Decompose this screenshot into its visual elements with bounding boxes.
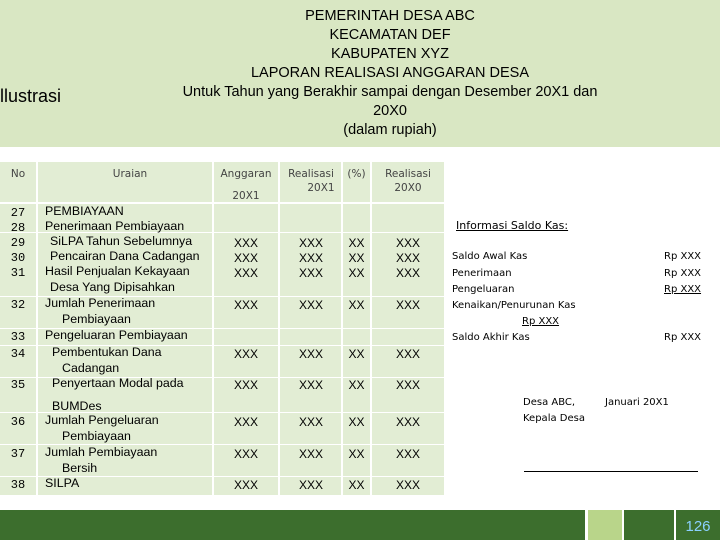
cell-realisasi-prev: XXX xyxy=(395,478,420,492)
header-no: No xyxy=(10,168,26,180)
cell-realisasi: XXX xyxy=(298,298,323,312)
row-uraian: Jumlah Pengeluaran xyxy=(45,413,159,427)
cell-percent: XX xyxy=(348,266,365,280)
signature-role: Kepala Desa xyxy=(523,413,585,424)
cell-anggaran: XXX xyxy=(233,251,258,265)
signature-line xyxy=(524,471,698,472)
row-uraian: PEMBIAYAAN xyxy=(45,204,124,218)
row-number: 38 xyxy=(10,478,26,492)
cell-realisasi: XXX xyxy=(298,447,323,461)
row-uraian-cont: Pembiayaan xyxy=(62,429,131,443)
header-anggaran: Anggaran xyxy=(220,168,272,180)
cell-realisasi-prev: XXX xyxy=(395,298,420,312)
title-line: Untuk Tahun yang Berakhir sampai dengan Desember 20X1 dan xyxy=(182,84,598,100)
cell-percent: XX xyxy=(348,415,365,429)
signature-date: Januari 20X1 xyxy=(605,397,669,408)
report-title xyxy=(140,7,640,140)
title-line: (dalam rupiah) xyxy=(343,122,437,138)
cell-anggaran: XXX xyxy=(233,378,258,392)
kenaikan-label: Kenaikan/Penurunan Kas xyxy=(452,300,576,311)
title-line: 20X0 xyxy=(373,103,407,119)
row-uraian: Pencairan Dana Cadangan xyxy=(50,249,200,263)
cell-percent: XX xyxy=(348,447,365,461)
kenaikan-value: Rp XXX xyxy=(522,316,560,327)
footer-accent xyxy=(624,510,674,540)
title-line: KABUPATEN XYZ xyxy=(331,46,449,62)
row-uraian-cont: Cadangan xyxy=(62,361,120,375)
row-number: 36 xyxy=(10,415,26,429)
cell-anggaran: XXX xyxy=(233,478,258,492)
cell-realisasi: XXX xyxy=(298,378,323,392)
cell-realisasi: XXX xyxy=(298,347,323,361)
cell-percent: XX xyxy=(348,347,365,361)
cell-realisasi: XXX xyxy=(298,415,323,429)
illustration-label: llustrasi xyxy=(0,86,62,106)
cell-anggaran: XXX xyxy=(233,266,258,280)
row-number: 28 xyxy=(10,221,26,235)
cell-anggaran: XXX xyxy=(233,298,258,312)
title-line: PEMERINTAH DESA ABC xyxy=(305,8,475,24)
row-uraian: Hasil Penjualan Kekayaan xyxy=(45,264,190,278)
header-realisasi-prev: Realisasi xyxy=(385,168,431,180)
cell-realisasi-prev: XXX xyxy=(395,347,420,361)
pengeluaran-label: Pengeluaran xyxy=(452,284,515,295)
row-uraian-cont: BUMDes xyxy=(52,399,102,413)
cell-realisasi-prev: XXX xyxy=(395,251,420,265)
cell-realisasi-prev: XXX xyxy=(395,266,420,280)
row-number: 30 xyxy=(10,251,26,265)
cell-anggaran: XXX xyxy=(233,347,258,361)
row-number: 31 xyxy=(10,266,26,280)
header-uraian: Uraian xyxy=(112,168,148,180)
cell-realisasi: XXX xyxy=(298,266,323,280)
cell-realisasi: XXX xyxy=(298,236,323,250)
cell-realisasi-prev: XXX xyxy=(395,378,420,392)
cell-anggaran: XXX xyxy=(233,236,258,250)
header-percent: (%) xyxy=(347,168,366,180)
header-realisasi-year: 20X1 xyxy=(307,182,335,194)
row-number: 33 xyxy=(10,330,26,344)
page-number: 126 xyxy=(676,510,720,540)
row-uraian: Pembentukan Dana xyxy=(52,345,162,359)
cell-percent: XX xyxy=(348,478,365,492)
row-number: 35 xyxy=(10,378,26,392)
row-number: 29 xyxy=(10,236,26,250)
row-uraian: Pengeluaran Pembiayaan xyxy=(45,328,188,342)
penerimaan-value: Rp XXX xyxy=(664,268,702,279)
title-line: LAPORAN REALISASI ANGGARAN DESA xyxy=(250,65,529,81)
header-realisasi: Realisasi xyxy=(288,168,334,180)
row-number: 32 xyxy=(10,298,26,312)
cell-realisasi-prev: XXX xyxy=(395,236,420,250)
cell-anggaran: XXX xyxy=(233,415,258,429)
row-uraian-cont: Pembiayaan xyxy=(62,312,131,326)
cell-percent: XX xyxy=(348,298,365,312)
cell-realisasi-prev: XXX xyxy=(395,447,420,461)
header-realisasi-prev-year: 20X0 xyxy=(394,182,422,194)
row-uraian: Jumlah Pembiayaan xyxy=(45,445,158,459)
row-uraian: SILPA xyxy=(45,476,80,490)
row-uraian: Penerimaan Pembiayaan xyxy=(45,219,185,233)
row-uraian: SiLPA Tahun Sebelumnya xyxy=(50,234,193,248)
row-number: 37 xyxy=(10,447,26,461)
saldo-awal-label: Saldo Awal Kas xyxy=(452,251,528,262)
saldo-akhir-label: Saldo Akhir Kas xyxy=(452,332,530,343)
row-uraian: Jumlah Penerimaan xyxy=(45,296,156,310)
row-number: 27 xyxy=(10,206,26,220)
cell-realisasi: XXX xyxy=(298,251,323,265)
row-uraian-cont: Desa Yang Dipisahkan xyxy=(50,280,175,294)
title-line: KECAMATAN DEF xyxy=(329,27,451,43)
footer-bar xyxy=(0,510,585,540)
signature-place: Desa ABC, xyxy=(523,397,576,408)
row-uraian: Penyertaan Modal pada xyxy=(52,376,184,390)
cell-percent: XX xyxy=(348,378,365,392)
cell-percent: XX xyxy=(348,251,365,265)
saldo-akhir-value: Rp XXX xyxy=(664,332,702,343)
saldo-awal-value: Rp XXX xyxy=(664,251,702,262)
cell-realisasi-prev: XXX xyxy=(395,415,420,429)
penerimaan-label: Penerimaan xyxy=(452,268,512,279)
footer-accent xyxy=(588,510,622,540)
header-anggaran-year: 20X1 xyxy=(232,190,260,202)
pengeluaran-value: Rp XXX xyxy=(664,284,702,295)
row-uraian-cont: Bersih xyxy=(62,461,98,475)
row-number: 34 xyxy=(10,347,26,361)
cell-percent: XX xyxy=(348,236,365,250)
saldo-kas-title: Informasi Saldo Kas: xyxy=(456,219,569,232)
cell-realisasi: XXX xyxy=(298,478,323,492)
cell-anggaran: XXX xyxy=(233,447,258,461)
